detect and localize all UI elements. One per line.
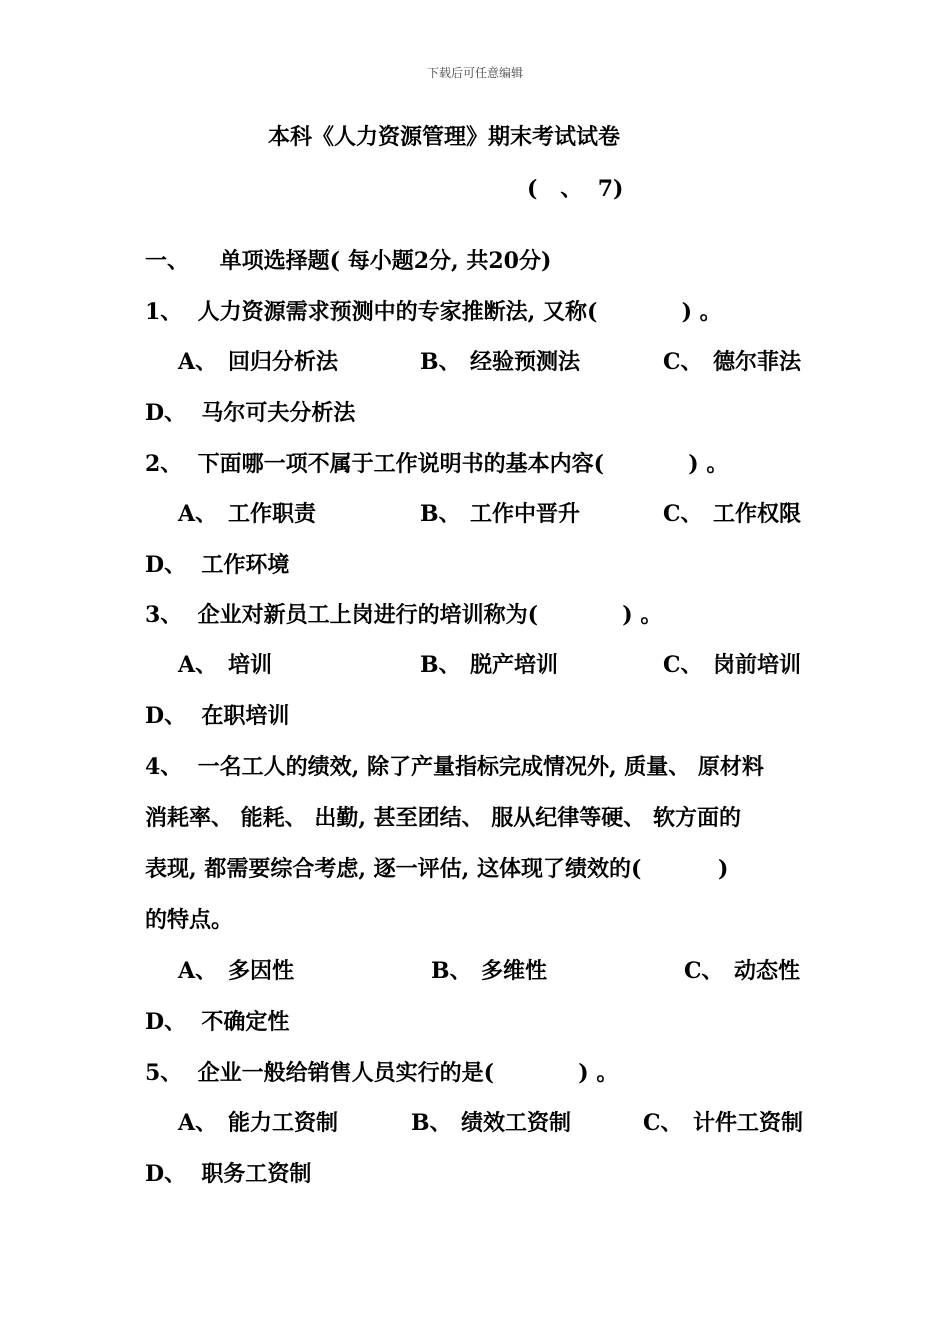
question-3-option-c: C、 岗前培训 xyxy=(663,652,802,678)
question-2-stem: 2、 下面哪一项不属于工作说明书的基本内容( ) 。 xyxy=(145,451,729,477)
question-4-option-b: B、 多维性 xyxy=(431,958,548,984)
question-1-option-a: A、 回归分析法 xyxy=(178,349,339,375)
question-1-stem: 1、 人力资源需求预测中的专家推断法, 又称( ) 。 xyxy=(145,299,722,325)
question-3-option-a: A、 培训 xyxy=(178,652,273,678)
question-3-option-b: B、 脱产培训 xyxy=(420,652,559,678)
question-2-option-a: A、 工作职责 xyxy=(178,501,317,527)
question-4-option-a: A、 多因性 xyxy=(178,958,295,984)
question-3-option-d: D、 在职培训 xyxy=(145,703,290,729)
question-4-option-d: D、 不确定性 xyxy=(145,1009,290,1035)
question-4-stem-line-2: 消耗率、 能耗、 出勤, 甚至团结、 服从纪律等硬、 软方面的 xyxy=(145,805,741,831)
question-4-stem-line-3: 表现, 都需要综合考虑, 逐一评估, 这体现了绩效的( ) xyxy=(145,856,729,882)
exam-title: 本科《人力资源管理》期末考试试卷 xyxy=(267,124,620,150)
question-2-option-b: B、 工作中晋升 xyxy=(420,501,581,527)
question-5-option-c: C、 计件工资制 xyxy=(643,1110,804,1136)
question-5-stem: 5、 企业一般给销售人员实行的是( ) 。 xyxy=(145,1060,619,1086)
question-5-option-b: B、 绩效工资制 xyxy=(411,1110,572,1136)
question-1-option-b: B、 经验预测法 xyxy=(420,349,581,375)
question-5-option-d: D、 职务工资制 xyxy=(145,1161,312,1187)
section-heading: 一、 单项选择题( 每小题2分, 共20分) xyxy=(145,248,552,274)
question-1-option-d: D、 马尔可夫分析法 xyxy=(145,400,356,426)
question-4-option-c: C、 动态性 xyxy=(684,958,801,984)
question-2-option-d: D、 工作环境 xyxy=(145,552,290,578)
question-1-option-c: C、 德尔菲法 xyxy=(663,349,802,375)
question-5-option-a: A、 能力工资制 xyxy=(178,1110,339,1136)
page-header-note: 下载后可任意编辑 xyxy=(426,66,523,80)
exam-subtitle: ( 、 7) xyxy=(527,176,624,202)
question-4-stem-line-1: 4、 一名工人的绩效, 除了产量指标完成情况外, 质量、 原材料 xyxy=(145,754,764,780)
question-4-stem-line-4: 的特点。 xyxy=(145,907,234,933)
question-3-stem: 3、 企业对新员工上岗进行的培训称为( ) 。 xyxy=(145,602,663,628)
question-2-option-c: C、 工作权限 xyxy=(663,501,802,527)
